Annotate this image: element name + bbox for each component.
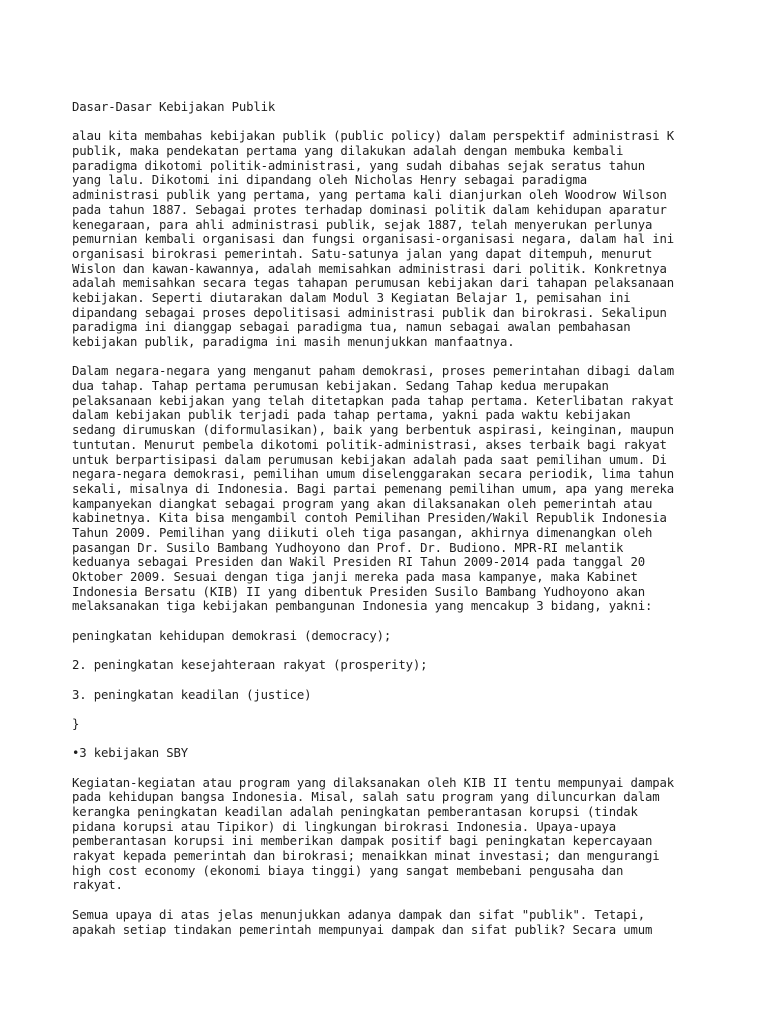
text-line: pelaksanaan kebijakan yang telah ditetapkan pada tahap pertama. Keterlibatan rakyat xyxy=(72,393,675,408)
text-line: Semua upaya di atas jelas menunjukkan adanya dampak dan sifat "publik". Tetapi, xyxy=(72,907,646,922)
text-line: publik, maka pendekatan pertama yang dilakukan adalah dengan membuka kembali xyxy=(72,144,624,159)
text-line: paradigma dikotomi politik-administrasi, yang sudah dibahas sejak seratus tahun xyxy=(72,158,646,173)
paragraph xyxy=(72,908,712,937)
text-line: dua tahap. Tahap pertama perumusan kebijakan. Sedang Tahap kedua merupakan xyxy=(72,379,609,394)
text-line: negara-negara demokrasi, pemilihan umum diselenggarakan secara periodik, lima tahun xyxy=(72,467,675,482)
text-line: high cost economy (ekonomi biaya tinggi) yang sangat membebani pengusaha dan xyxy=(72,863,624,878)
list-item: •3 kebijakan SBY xyxy=(72,746,189,761)
text-line: sekali, misalnya di Indonesia. Bagi partai pemenang pemilihan umum, apa yang mereka xyxy=(72,481,675,496)
text-line: rakyat kepada pemerintah dan birokrasi; menaikkan minat investasi; dan mengurangi xyxy=(72,849,660,864)
text-line: organisasi birokrasi pemerintah. Satu-satunya jalan yang dapat ditempuh, menurut xyxy=(72,246,653,261)
text-line: untuk berpartisipasi dalam perumusan kebijakan adalah pada saat pemilihan umum. Di xyxy=(72,452,667,467)
text-line: Tahun 2009. Pemilihan yang diikuti oleh tiga pasangan, akhirnya dimenangkan oleh xyxy=(72,525,653,540)
text-line: dalam kebijakan publik terjadi pada tahap pertama, yakni pada waktu kebijakan xyxy=(72,408,631,423)
text-line: Kegiatan-kegiatan atau program yang dilaksanakan oleh KIB II tentu mempunyai dampak xyxy=(72,775,675,790)
document-title: Dasar-Dasar Kebijakan Publik xyxy=(72,100,276,114)
text-line: Dalam negara-negara yang menganut paham demokrasi, proses pemerintahan dibagi dalam xyxy=(72,364,675,379)
text-line: kebijakan publik, paradigma ini masih menunjukkan manfaatnya. xyxy=(72,335,515,349)
text-line: pada tahun 1887. Sebagai protes terhadap dominasi politik dalam kehidupan aparatur xyxy=(72,202,667,217)
text-line: pemberantasan korupsi ini memberikan dampak positif bagi peningkatan kepercayaan xyxy=(72,834,653,849)
text-line: tuntutan. Menurut pembela dikotomi politik-administrasi, akses terbaik bagi rakyat xyxy=(72,437,667,452)
text-line: kenegaraan, para ahli administrasi publik, sejak 1887, telah menyerukan perlunya xyxy=(72,217,653,232)
text-line: kabinetnya. Kita bisa mengambil contoh Pemilihan Presiden/Wakil Republik Indonesia xyxy=(72,511,667,526)
paragraph xyxy=(72,364,712,614)
text-line: kampanyekan diangkat sebagai program yang akan dilaksanakan oleh pemerintah atau xyxy=(72,496,653,511)
text-line: sedang dirumuskan (diformulasikan), baik yang berbentuk aspirasi, keinginan, maupun xyxy=(72,423,675,438)
text-line: keduanya sebagai Presiden dan Wakil Presiden RI Tahun 2009-2014 pada tanggal 20 xyxy=(72,555,646,570)
text-line: Indonesia Bersatu (KIB) II yang dibentuk Presiden Susilo Bambang Yudhoyono akan xyxy=(72,584,646,599)
document-page xyxy=(72,100,712,952)
list-item: 2. peningkatan kesejahteraan rakyat (prosperity); xyxy=(72,658,428,673)
list-item: peningkatan kehidupan demokrasi (democracy); xyxy=(72,628,392,643)
text-line: Oktober 2009. Sesuai dengan tiga janji mereka pada masa kampanye, maka Kabinet xyxy=(72,570,638,584)
list-item: } xyxy=(72,716,80,731)
text-line: yang lalu. Dikotomi ini dipandang oleh Nicholas Henry sebagai paradigma xyxy=(72,173,587,188)
text-line: dipandang sebagai proses depolitisasi administrasi publik dan birokrasi. Sekalipun xyxy=(72,305,667,320)
document-body xyxy=(72,129,712,937)
text-line: kebijakan. Seperti diutarakan dalam Modul 3 Kegiatan Belajar 1, pemisahan ini xyxy=(72,290,631,305)
paragraph xyxy=(72,129,712,349)
list-item: 3. peningkatan keadilan (justice) xyxy=(72,687,312,702)
text-line: adalah memisahkan secara tegas tahapan perumusan kebijakan dari tahapan pelaksanaan xyxy=(72,276,675,291)
text-line: pemurnian kembali organisasi dan fungsi organisasi-organisasi negara, dalam hal ini xyxy=(72,232,675,247)
text-line: pasangan Dr. Susilo Bambang Yudhoyono dan Prof. Dr. Budiono. MPR-RI melantik xyxy=(72,540,624,555)
text-line: melaksanakan tiga kebijakan pembangunan Indonesia yang mencakup 3 bidang, yakni: xyxy=(72,599,653,614)
text-line: administrasi publik yang pertama, yang pertama kali dianjurkan oleh Woodrow Wilson xyxy=(72,188,667,203)
text-line: Wislon dan kawan-kawannya, adalah memisahkan administrasi dari politik. Konkretnya xyxy=(72,261,667,276)
text-line: paradigma ini dianggap sebagai paradigma tua, namun sebagai awalan pembahasan xyxy=(72,320,631,335)
text-line: pada kehidupan bangsa Indonesia. Misal, salah satu program yang diluncurkan dalam xyxy=(72,790,660,805)
text-line: alau kita membahas kebijakan publik (public policy) dalam perspektif administrasi K xyxy=(72,129,675,144)
text-line: kerangka peningkatan keadilan adalah peningkatan pemberantasan korupsi (tindak xyxy=(72,805,638,819)
paragraph xyxy=(72,776,712,894)
text-line: apakah setiap tindakan pemerintah mempunyai dampak dan sifat publik? Secara umum xyxy=(72,922,653,937)
text-line: pidana korupsi atau Tipikor) di lingkungan birokrasi Indonesia. Upaya-upaya xyxy=(72,819,617,834)
text-line: rakyat. xyxy=(72,878,123,893)
